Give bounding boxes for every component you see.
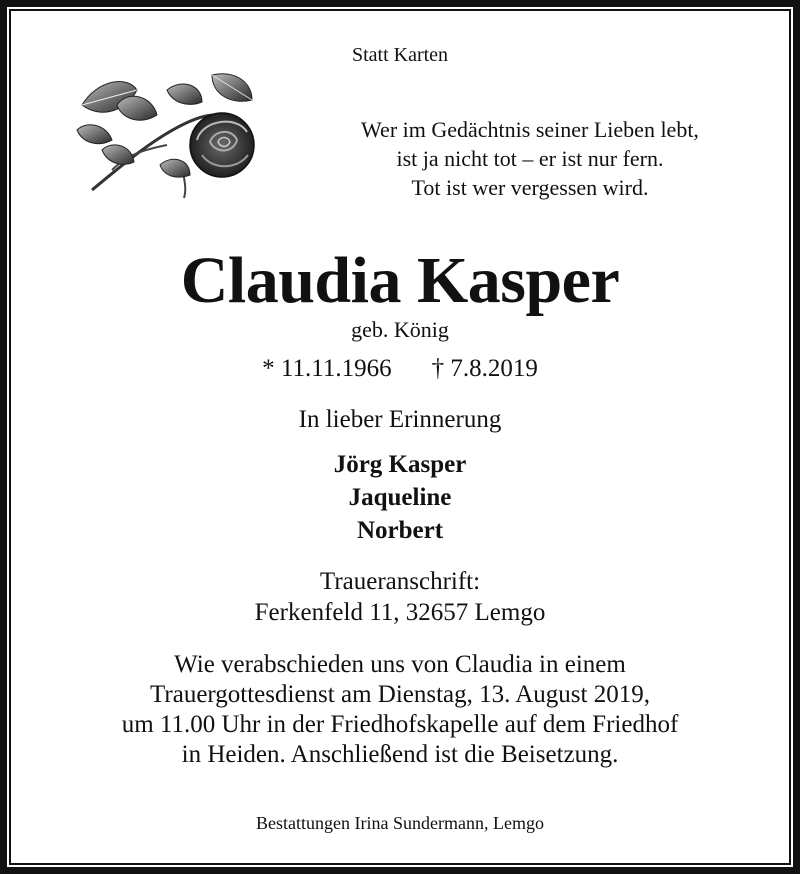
service-line-4: in Heiden. Anschließend ist die Beisetzung. [181, 741, 619, 768]
born-as: geb. König [351, 317, 449, 342]
address-value: Ferkenfeld 11, 32657 Lemgo [254, 599, 546, 626]
service-line-3: um 11.00 Uhr in der Friedhofskapelle auf dem Friedhof [121, 711, 679, 738]
memory-intro: In lieber Erinnerung [298, 406, 502, 433]
death-date: † 7.8.2019 [431, 355, 538, 382]
service-line-1: Wie verabschieden uns von Claudia in einem [174, 651, 626, 678]
address-label: Traueranschrift: [319, 568, 481, 595]
statt-karten-label: Statt Karten [351, 44, 449, 66]
family-member: Jörg Kasper [333, 451, 467, 478]
service-line-2: Trauergottesdienst am Dienstag, 13. August 2019, [150, 681, 650, 708]
deceased-name: Claudia Kasper [180, 244, 620, 317]
poem-line-2: ist ja nicht tot – er ist nur fern. [396, 146, 664, 171]
life-dates [0, 355, 800, 383]
family-member: Norbert [356, 517, 444, 544]
poem-line-1: Wer im Gedächtnis seiner Lieben lebt, [361, 117, 699, 142]
rose-icon [72, 70, 272, 200]
birth-date: * 11.11.1966 [262, 355, 392, 382]
undertaker: Bestattungen Irina Sundermann, Lemgo [256, 813, 544, 833]
poem-line-3: Tot ist wer vergessen wird. [411, 175, 649, 200]
family-member: Jaqueline [348, 484, 452, 511]
